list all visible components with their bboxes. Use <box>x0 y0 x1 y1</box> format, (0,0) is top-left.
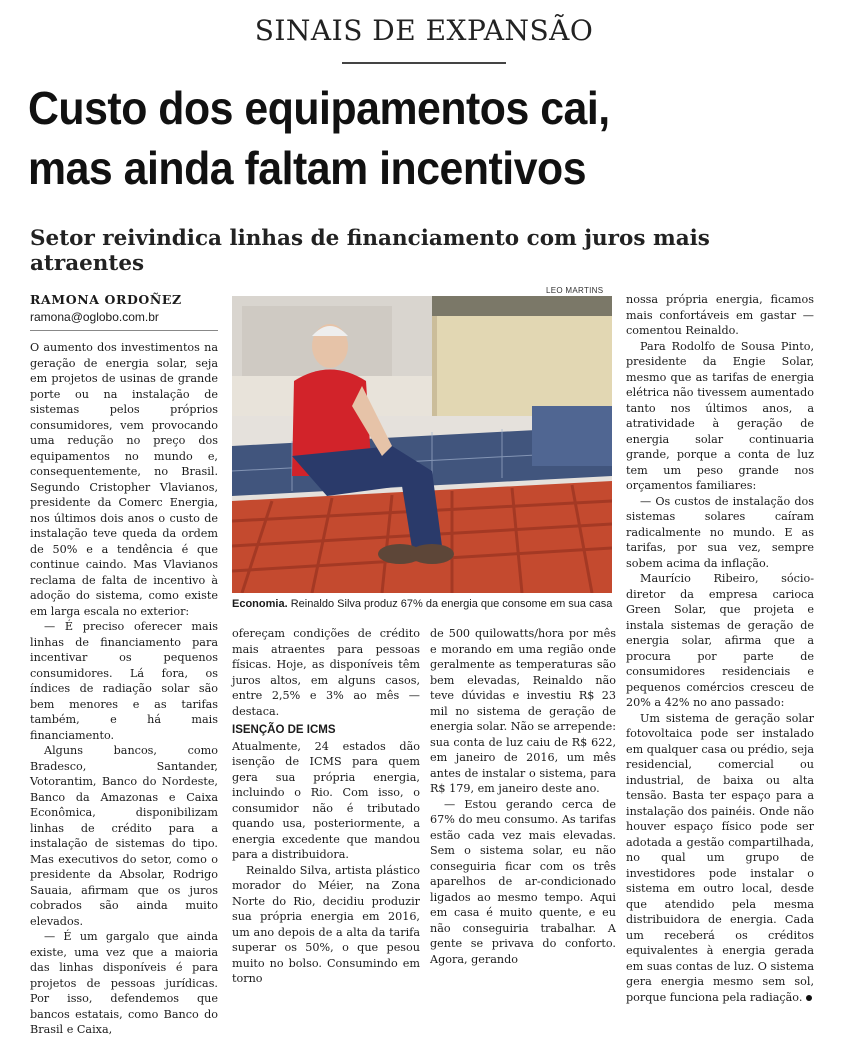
paragraph: nossa própria energia, ficamos mais confortáveis em gastar — comentou Reinaldo. <box>626 293 814 337</box>
paragraph: Maurício Ribeiro, sócio-diretor da empresa carioca Green Solar, que projeta e instala sistemas de geração de energia solar, afirma que a procura por parte de consumidores residenciais e pequenos comércios cresceu de 20% a 42% no ano passado: <box>626 572 814 709</box>
paragraph: Atualmente, 24 estados dão isenção de ICMS para quem gera sua própria energia, incluindo o Rio. Com isso, o consumidor não é tributado quando usa, posteriormente, a energia excedente que mandou para a distribuidora. <box>232 739 420 861</box>
paragraph: Alguns bancos, como Bradesco, Santander, Votorantim, Banco do Nordeste, Banco da Amazonas e Caixa Econômica, disponibilizam linhas de crédito para a instalação de sistemas do tipo. Mas executivos do setor, como o presidente da Absolar, Rodrigo Sauaia, afirmam que os juros cobrados são ainda muito elevados. <box>30 744 218 928</box>
photo-credit: LEO MARTINS <box>546 286 604 295</box>
caption-text: Reinaldo Silva produz 67% da energia que consome em sua casa <box>290 598 613 610</box>
photo-illustration <box>232 296 612 593</box>
deck: Setor reivindica linhas de financiamento com juros mais atraentes <box>30 226 710 276</box>
kicker-divider <box>342 62 506 64</box>
paragraph: O aumento dos investimentos na geração de energia solar, seja em projetos de usinas de grande porte ou na instalação de sistemas pelos próprios consumidores, vem provocando uma redução no preço dos equipamentos no mundo e, consequentemente, no Brasil. Segundo Cristopher Vlavianos, presidente da Comerc Energia, nos últimos dois anos o custo de instalação teve queda da ordem de 50% e a tendência é que continue caindo. Mas Vlavianos reclama de falta de incentivo à adoção do sistema, como existe em larga escala no exterior: <box>30 341 218 618</box>
headline <box>28 78 772 198</box>
photo-reinaldo-on-roof <box>232 296 612 593</box>
byline-divider <box>30 330 218 331</box>
article-column-2 <box>232 626 420 987</box>
section-kicker: SINAIS DE EXPANSÃO <box>254 14 594 47</box>
paragraph: ofereçam condições de crédito mais atraentes para pessoas físicas. Hoje, as disponíveis têm juros altos, em alguns casos, entre 2,5% e 3% ao mês — destaca. <box>232 627 420 718</box>
headline-line-1: Custo dos equipamentos cai, <box>28 82 610 134</box>
article-column-3 <box>430 626 616 967</box>
author-byline: RAMONA ORDOÑEZ <box>30 292 182 307</box>
paragraph: — Os custos de instalação dos sistemas solares caíram radicalmente no mundo. E as tarifas, por sua vez, sempre sobem acima da inflação. <box>626 494 814 570</box>
subhead: ISENÇÃO DE ICMS <box>232 724 336 736</box>
article-column-1 <box>30 340 218 1038</box>
paragraph-text: Um sistema de geração solar fotovoltaica pode ser instalado em qualquer casa ou prédio, seja residencial, comercial ou industrial, de baixa ou alta tensão. Basta ter espaço para a instalação dos painéis. Onde não houver espaço físico pode ser adotada a gestão compartilhada, no qual um grupo de investidores pode instalar o sistema em outro local, desde que atendido pela mesma distribuidora de energia. Cada um receberá os créditos equivalentes à energia gerada em suas contas de luz. O sistema gera energia mesmo sem sol, porque funciona pela radiação. <box>626 711 814 1004</box>
paragraph: — É um gargalo que ainda existe, uma vez que a maioria das linhas disponíveis é para projetos de pessoas jurídicas. Por isso, defendemos que bancos estatais, como Banco do Brasil e Caixa, <box>30 930 218 1036</box>
paragraph: de 500 quilowatts/hora por mês e morando em uma região onde geralmente as temperaturas são bem elevadas, Reinaldo não teve dúvidas e investiu R$ 23 mil no sistema de geração de energia solar. Não se arrepende: sua conta de luz caiu de R$ 622, em janeiro de 2016, um mês antes de instalar o sistema, para R$ 179, em janeiro deste ano. <box>430 627 616 795</box>
paragraph <box>626 711 814 1006</box>
photo-caption <box>232 598 632 610</box>
paragraph: — É preciso oferecer mais linhas de financiamento para incentivar os pequenos consumidores. Lá fora, os índices de radiação solar são bem menores e as tarifas também, e há mais financiamento. <box>30 620 218 742</box>
caption-label: Economia. <box>232 598 288 610</box>
article-column-4 <box>626 292 814 1005</box>
end-mark-icon <box>806 995 812 1001</box>
paragraph: Reinaldo Silva, artista plástico morador do Méier, na Zona Norte do Rio, decidiu produzir sua própria energia em 2016, um ano depois de a alta da tarifa superar os 50%, o que pesou muito no bolso. Consumindo em torno <box>232 863 420 985</box>
author-email[interactable]: ramona@oglobo.com.br <box>30 310 159 324</box>
headline-line-2: mas ainda faltam incentivos <box>28 142 587 194</box>
paragraph: Para Rodolfo de Sousa Pinto, presidente da Engie Solar, mesmo que as tarifas de energia elétrica não tivessem aumentado tanto nos últimos anos, a atratividade à geração de energia solar continuaria grande, porque a conta de luz tem um peso grande nos orçamentos familiares: <box>626 339 814 492</box>
paragraph: — Estou gerando cerca de 67% do meu consumo. As tarifas estão cada vez mais elevadas. Sem o sistema solar, eu não conseguiria ficar com os três aparelhos de ar-condicionado ligados ao mesmo tempo. Aqui em casa é muito quente, e eu não conseguiria trabalhar. A gente se privava do conforto. Agora, gerando <box>430 797 616 966</box>
